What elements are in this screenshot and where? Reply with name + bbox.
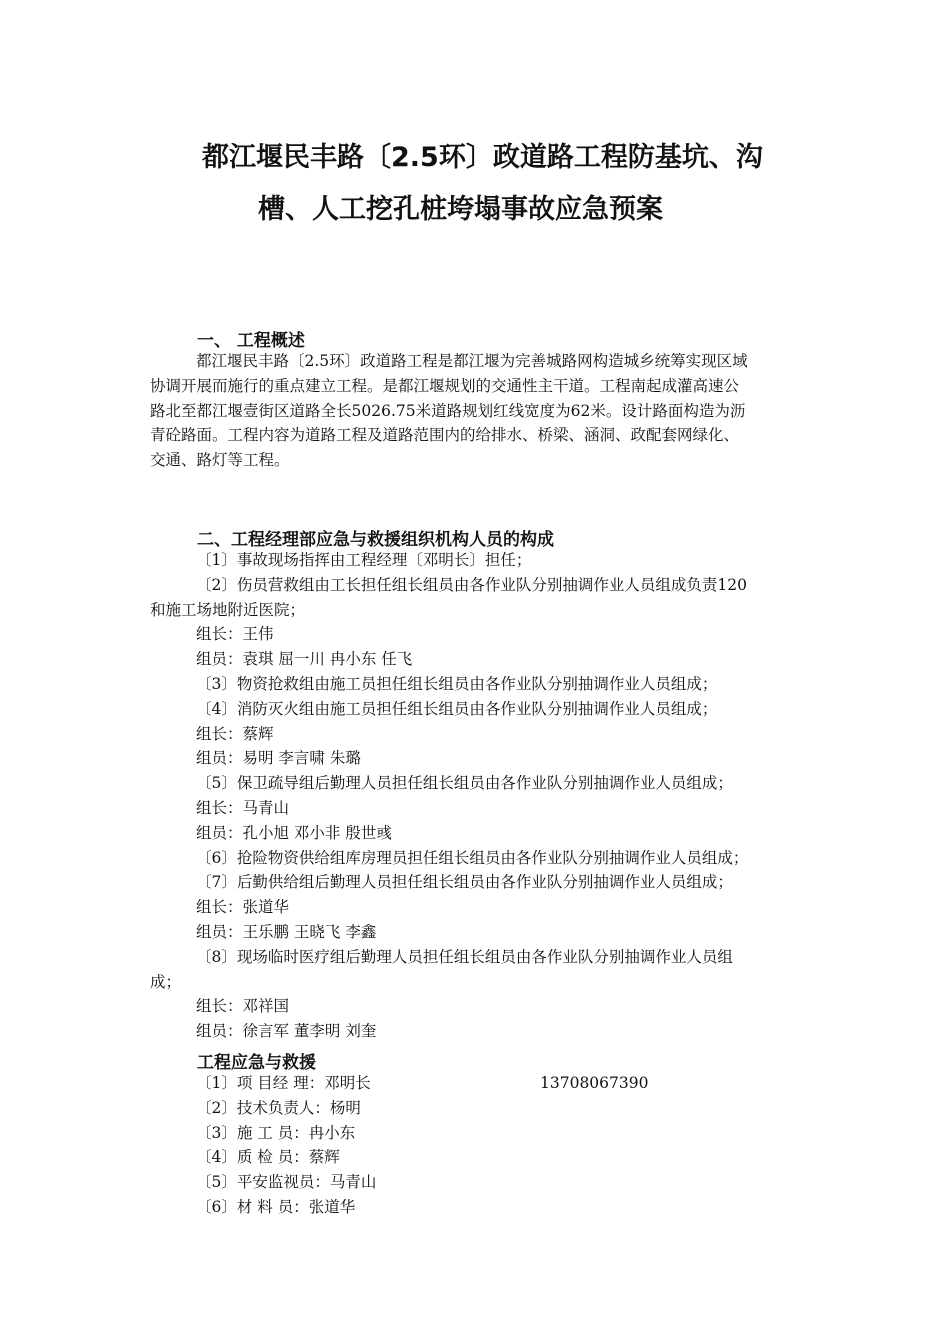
phone-number: 13708067390 xyxy=(540,1074,649,1092)
list-item: 〔7〕后勤供给组后勤理人员担任组长组员由各作业队分别抽调作业人员组成； xyxy=(196,873,733,892)
body-line: 都江堰民丰路〔2.5环〕政道路工程是都江堰为完善城路网构造城乡统筹实现区域 xyxy=(196,352,748,370)
body-line: 交通、路灯等工程。 xyxy=(150,451,290,470)
list-item: 组长：王伟 xyxy=(196,625,274,644)
list-item: 〔5〕保卫疏导组后勤理人员担任组长组员由各作业队分别抽调作业人员组成； xyxy=(196,774,733,793)
title-line-1: 都江堰民丰路〔2.5环〕政道路工程防基坑、沟 xyxy=(202,142,763,173)
contact-item: 〔1〕项 目经 理：邓明长 xyxy=(196,1074,371,1092)
list-item: 组长：马青山 xyxy=(196,798,290,817)
list-item: 成； xyxy=(150,972,182,991)
list-item: 〔8〕现场临时医疗组后勤理人员担任组长组员由各作业队分别抽调作业人员组 xyxy=(196,947,733,966)
section-3-heading: 工程应急与救援 xyxy=(197,1053,316,1073)
list-item: 组长：张道华 xyxy=(196,898,290,917)
section-2-body xyxy=(150,548,800,1044)
list-item: 〔1〕事故现场指挥由工程经理〔邓明长〕担任； xyxy=(196,551,532,569)
list-item: 组长：邓祥国 xyxy=(196,997,290,1016)
section-3-body xyxy=(150,1071,800,1220)
list-item: 组员：王乐鹏 王晓飞 李鑫 xyxy=(196,922,377,941)
contact-item: 〔4〕质 检 员：蔡辉 xyxy=(196,1148,340,1167)
list-item: 组员：袁琪 屈一川 冉小东 任飞 xyxy=(196,650,413,669)
body-line: 协调开展而施行的重点建立工程。是都江堰规划的交通性主干道。工程南起成灌高速公 xyxy=(150,376,740,395)
section-2-heading: 二、工程经理部应急与救援组织机构人员的构成 xyxy=(197,530,554,550)
list-item: 和施工场地附近医院； xyxy=(150,600,306,619)
list-item: 〔3〕物资抢救组由施工员担任组长组员由各作业队分别抽调作业人员组成； xyxy=(196,674,718,693)
contact-item: 〔2〕技术负责人：杨明 xyxy=(196,1098,361,1117)
contact-item: 〔6〕材 料 员：张道华 xyxy=(196,1197,356,1216)
contact-item: 〔3〕施 工 员：冉小东 xyxy=(196,1123,356,1142)
list-item: 组长：蔡辉 xyxy=(196,724,274,743)
contact-item: 〔5〕平安监视员：马青山 xyxy=(196,1173,377,1192)
body-line: 青砼路面。工程内容为道路工程及道路范围内的给排水、桥梁、涵洞、政配套网绿化、 xyxy=(150,426,740,445)
body-line: 路北至都江堰壹街区道路全长5026.75米道路规划红线宽度为62米。设计路面构造为沥 xyxy=(150,401,746,420)
title-line-2: 槽、人工挖孔桩垮塌事故应急预案 xyxy=(258,194,663,225)
section-1-heading: 一、 工程概述 xyxy=(197,331,305,351)
list-item: 〔4〕消防灭火组由施工员担任组长组员由各作业队分别抽调作业人员组成； xyxy=(196,699,718,718)
list-item: 〔2〕伤员营救组由工长担任组长组员由各作业队分别抽调作业人员组成负责120 xyxy=(196,575,747,594)
list-item: 组员：孔小旭 邓小非 殷世彧 xyxy=(196,823,392,842)
section-1-body xyxy=(150,349,800,473)
list-item: 组员：徐言军 董李明 刘奎 xyxy=(196,1022,377,1041)
list-item: 〔6〕抢险物资供给组库房理员担任组长组员由各作业队分别抽调作业人员组成； xyxy=(196,848,749,867)
list-item: 组员：易明 李言啸 朱璐 xyxy=(196,749,361,768)
